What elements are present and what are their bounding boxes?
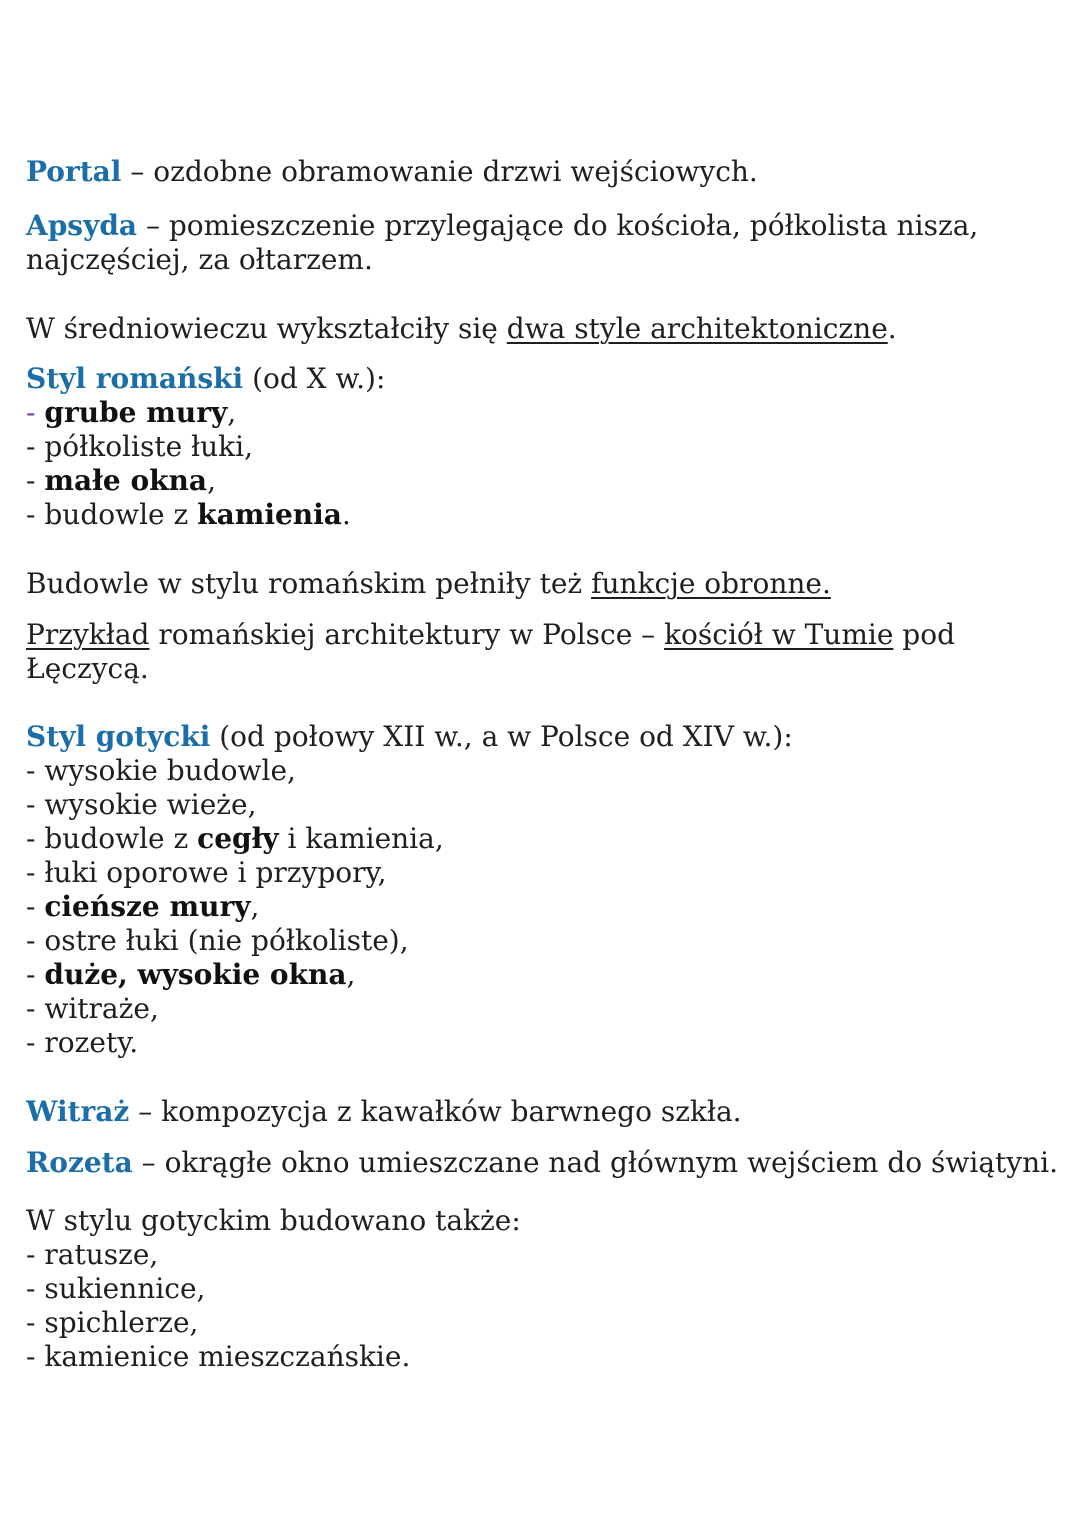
list-item (26, 992, 1066, 1026)
item-text: budowle z (44, 822, 198, 855)
separator: – (132, 1146, 165, 1179)
intro-end: . (887, 312, 897, 345)
section-gotyk-budowle (26, 1204, 1066, 1374)
list-dash: - (26, 464, 45, 497)
paragraph-text: Budowle w stylu romańskim pełniły też (26, 567, 592, 600)
list-item (26, 856, 1066, 890)
list-dash: - (26, 856, 45, 889)
item-text: rozety. (44, 1026, 139, 1059)
bold-text: małe okna (44, 464, 208, 497)
item-end: , (227, 396, 237, 429)
term-rozeta: Rozeta (26, 1146, 133, 1179)
item-end: , (250, 890, 260, 923)
intro-underlined: dwa style architektoniczne (506, 312, 888, 345)
list-dash: - (26, 396, 45, 429)
item-text: wysokie budowle, (44, 754, 296, 787)
list-dash: - (26, 958, 45, 991)
list-item (26, 958, 1066, 992)
item-text: witraże, (44, 992, 159, 1025)
list-item (26, 1026, 1066, 1060)
paragraph-obronne (26, 567, 1066, 601)
list-item: - sukiennice, (26, 1272, 206, 1305)
item-end: . (341, 498, 351, 531)
section-heading: W stylu gotyckim budowano także: (26, 1204, 521, 1237)
separator: – (129, 1095, 162, 1128)
definition-text: kompozycja z kawałków barwnego szkła. (161, 1095, 742, 1128)
item-text: łuki oporowe i przypory, (44, 856, 387, 889)
intro-paragraph (26, 312, 1066, 346)
definition-text: pomieszczenie przylegające do kościoła, półkolista nisza, (168, 209, 979, 242)
list-dash: - (26, 924, 45, 957)
definition-witraz (26, 1095, 1066, 1129)
list-dash: - (26, 992, 45, 1025)
section-subtitle: (od połowy XII w., a w Polsce od XIV w.): (210, 720, 793, 753)
item-end: i kamienia, (278, 822, 444, 855)
bold-text: grube mury (44, 396, 228, 429)
underlined-text: Przykład (26, 618, 150, 651)
list-item (26, 788, 1066, 822)
list-item (26, 498, 1066, 532)
list-dash: - (26, 822, 45, 855)
term-portal: Portal (26, 155, 122, 188)
term-styl-romanski: Styl romański (26, 362, 244, 395)
bold-text: cegły (197, 822, 279, 855)
item-text: budowle z (44, 498, 198, 531)
definition-text-cont: najczęściej, za ołtarzem. (26, 243, 373, 276)
intro-text: W średniowieczu wykształciły się (26, 312, 507, 345)
paragraph-przyklad (26, 618, 1066, 686)
term-styl-gotycki: Styl gotycki (26, 720, 211, 753)
section-subtitle: (od X w.): (243, 362, 386, 395)
list-dash: - (26, 754, 45, 787)
list-item: - ratusze, (26, 1238, 159, 1271)
item-text: półkoliste łuki, (44, 430, 253, 463)
section-romanski (26, 362, 1066, 532)
list-dash: - (26, 788, 45, 821)
underlined-text: kościół w Tumie (664, 618, 894, 651)
list-dash: - (26, 498, 45, 531)
underlined-text: funkcje obronne. (591, 567, 831, 600)
definition-apsyda (26, 209, 1066, 277)
list-item (26, 822, 1066, 856)
item-text: ostre łuki (nie półkoliste), (44, 924, 409, 957)
paragraph-text-cont: Łęczycą. (26, 652, 149, 685)
separator: – (137, 209, 169, 242)
list-item (26, 890, 1066, 924)
item-text: wysokie wieże, (44, 788, 257, 821)
list-item (26, 754, 1066, 788)
list-item (26, 924, 1066, 958)
separator: – (121, 155, 154, 188)
list-item (26, 464, 1066, 498)
definition-portal (26, 155, 1066, 189)
paragraph-text: pod (893, 618, 956, 651)
term-apsyda: Apsyda (26, 209, 138, 242)
item-end: , (346, 958, 356, 991)
definition-text: okrągłe okno umieszczane nad głównym wejściem do świątyni. (164, 1146, 1058, 1179)
paragraph-text: romańskiej architektury w Polsce – (149, 618, 665, 651)
list-item (26, 430, 1066, 464)
section-gotycki (26, 720, 1066, 1060)
list-item: - spichlerze, (26, 1306, 199, 1339)
list-dash: - (26, 1026, 45, 1059)
definition-rozeta (26, 1146, 1066, 1180)
definition-text: ozdobne obramowanie drzwi wejściowych. (153, 155, 758, 188)
bold-text: kamienia (197, 498, 342, 531)
list-item: - kamienice mieszczańskie. (26, 1340, 411, 1373)
bold-text: duże, wysokie okna (44, 958, 347, 991)
bold-text: cieńsze mury (44, 890, 251, 923)
list-item (26, 396, 1066, 430)
list-dash: - (26, 430, 45, 463)
term-witraz: Witraż (26, 1095, 130, 1128)
list-dash: - (26, 890, 45, 923)
item-end: , (207, 464, 216, 497)
